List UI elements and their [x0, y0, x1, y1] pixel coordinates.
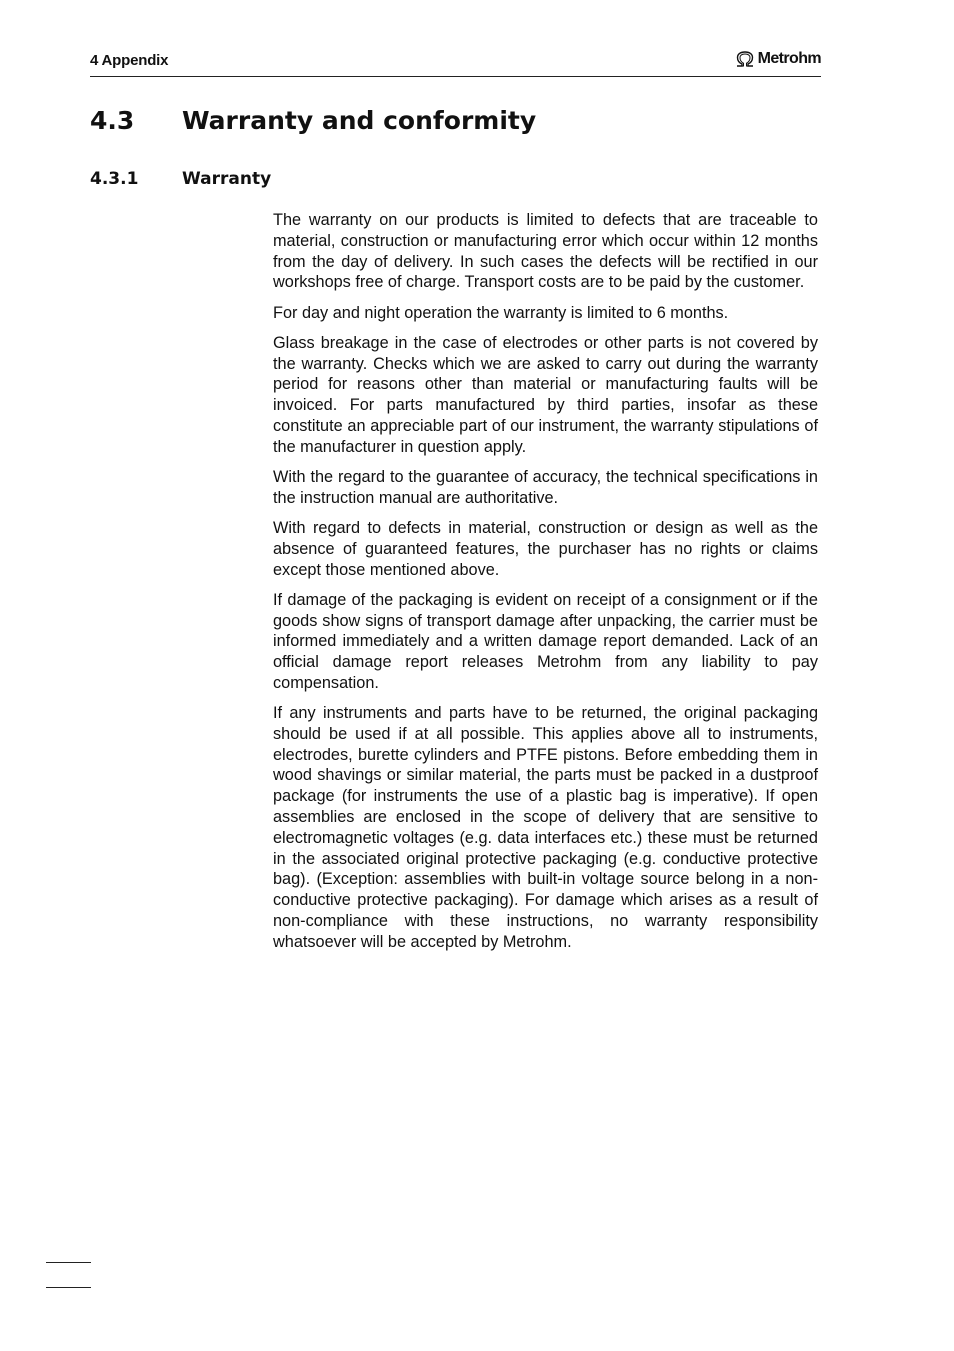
paragraph: For day and night operation the warranty is limited to 6 months. [273, 303, 729, 322]
footer-rule [46, 1287, 91, 1288]
subsection-number: 4.3.1 [90, 169, 139, 189]
section-heading [90, 106, 536, 135]
subsection-heading [90, 169, 271, 189]
subsection-title: Warranty [182, 169, 272, 189]
paragraph: If damage of the packaging is evident on receipt of a consignment or if the goods show signs of transport damage after unpacking, the carrier must be informed immediately and a written damage report demanded. Lack of an official damage report releases Metrohm from any liability to pay compensation. [273, 590, 818, 692]
header-section-label: 4 Appendix [90, 52, 169, 69]
paragraph: Glass breakage in the case of electrodes or other parts is not covered by the warranty. Checks which we are asked to carry out during the warranty period for reasons other than material or manufacturing faults will be invoiced. For parts manufactured by third parties, insofar as these constitute an appreciable part of our instrument, the warranty stipulations of the manufacturer in question apply. [273, 333, 818, 456]
footer-rule [46, 1262, 91, 1263]
paragraph: If any instruments and parts have to be returned, the original packaging should be used if at all possible. This applies above all to instruments, electrodes, burette cylinders and PTFE pistons. Before embedding them in wood shavings or similar material, the parts must be packed in a dustproof package (for instruments the use of a plastic bag is imperative). If open assemblies are enclosed in the scope of delivery that are sensitive to electromagnetic voltages (e.g. data interfaces etc.) these must be returned in the associated original protective packaging (e.g. conductive protective bag). (Exception: assemblies with built-in voltage source belong in a non-conductive protective packaging). For damage which arises as a result of non-compliance with these instructions, no warranty responsibility whatsoever will be accepted by Metrohm. [273, 704, 818, 951]
paragraph: With regard to defects in material, construction or design as well as the absence of guaranteed features, the purchaser has no rights or claims except those mentioned above. [273, 518, 818, 579]
paragraph: The warranty on our products is limited to defects that are traceable to material, construction or manufacturing error which occur within 12 months from the day of delivery. In such cases the defects will be rectified in our workshops free of charge. Transport costs are to be paid by the customer. [273, 211, 818, 292]
brand-name: Metrohm [757, 50, 821, 67]
omega-icon [734, 50, 756, 68]
warranty-body [273, 210, 818, 962]
brand-logo [734, 50, 821, 68]
section-number: 4.3 [90, 106, 135, 135]
page-header [90, 50, 821, 77]
paragraph: With the regard to the guarantee of accuracy, the technical specifications in the instruction manual are authoritative. [273, 467, 818, 507]
section-title: Warranty and conformity [182, 106, 537, 135]
